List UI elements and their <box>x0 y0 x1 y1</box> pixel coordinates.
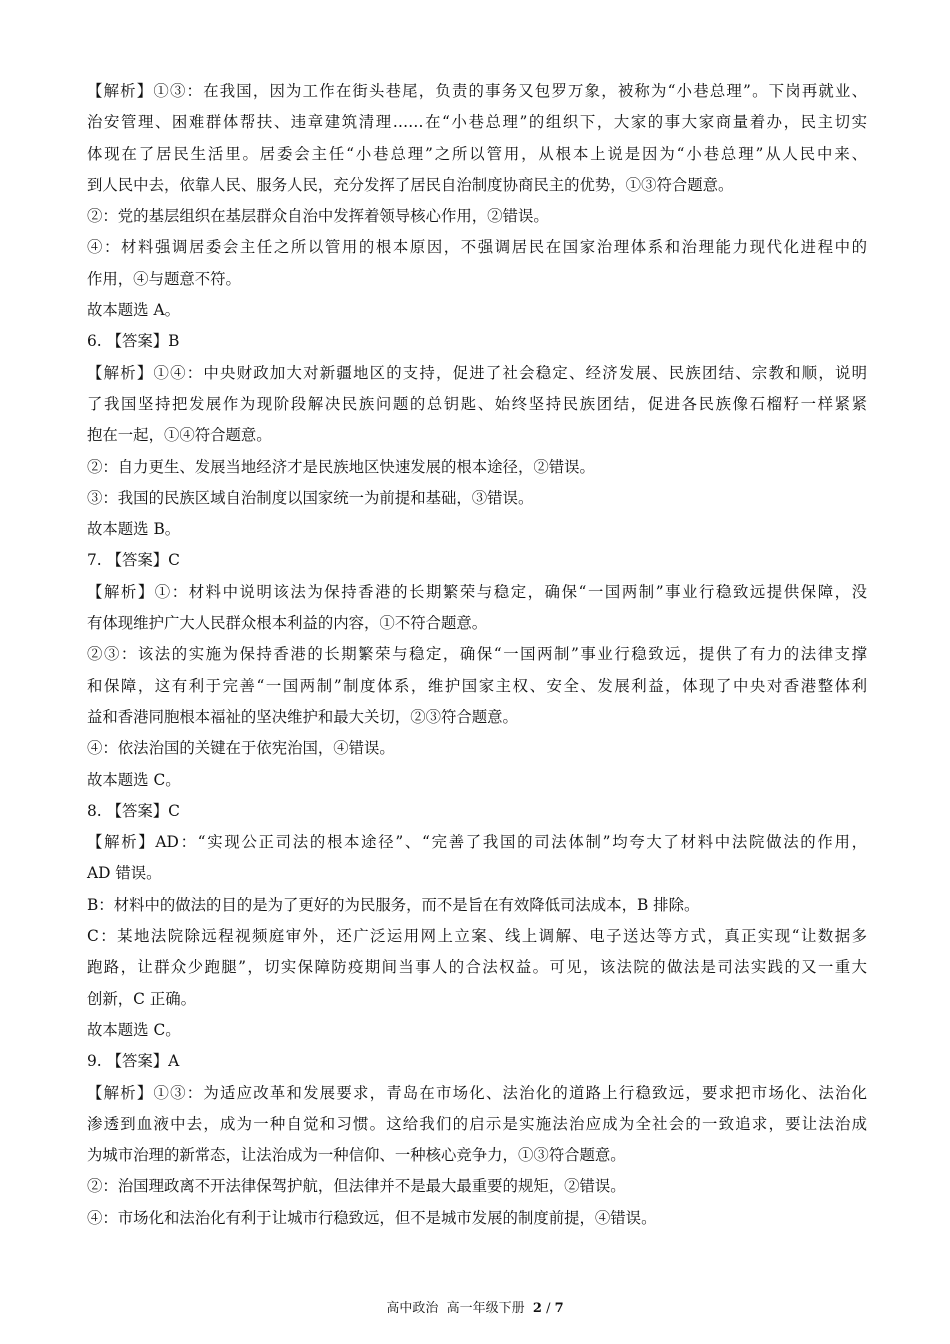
text-line: 到人民中去，依靠人民、服务人民，充分发挥了居民自治制度协商民主的优势，①③符合题意。 <box>87 175 734 194</box>
text-line: C：某地法院除远程视频庭审外，还广泛运用网上立案、线上调解、电子送达等方式，真正实现“让数据多 <box>87 927 867 946</box>
text-line: 创新，C 正确。 <box>87 989 197 1008</box>
text-line: 6. 【答案】B <box>87 332 180 351</box>
text-line: AD 错误。 <box>87 864 162 883</box>
text-line: 【解析】①③：为适应改革和发展要求，青岛在市场化、法治化的道路上行稳致远，要求把市场化、法治化 <box>87 1083 867 1102</box>
text-line: 了我国坚持把发展作为现阶段解决民族问题的总钥匙、始终坚持民族团结，促进各民族像石榴籽一样紧紧 <box>87 394 867 413</box>
text-line: B：材料中的做法的目的是为了更好的为民服务，而不是旨在有效降低司法成本，B 排除。 <box>87 895 700 914</box>
text-line: ②：自力更生、发展当地经济才是民族地区快速发展的根本途径，②错误。 <box>87 457 595 476</box>
text-line: 治安管理、困难群体帮扶、违章建筑清理……在“小巷总理”的组织下，大家的事大家商量着办，民主切实 <box>87 113 867 132</box>
text-line: 故本题选 B。 <box>87 520 181 539</box>
footer-subject: 高中政治 <box>386 1301 439 1316</box>
footer-page-total: 7 <box>554 1301 564 1316</box>
text-line: 益和香港同胞根本福祉的坚决维护和最大关切，②③符合题意。 <box>87 707 518 726</box>
footer-page-number: 2 <box>532 1301 542 1316</box>
text-line: 故本题选 A。 <box>87 301 180 320</box>
footer-separator: / <box>546 1301 551 1316</box>
text-line: ②：治国理政离不开法律保驾护航，但法律并不是最大最重要的规矩，②错误。 <box>87 1177 626 1196</box>
text-line: 体现在了居民生活里。居委会主任“小巷总理”之所以管用，从根本上说是因为“小巷总理”从人民中来、 <box>87 144 867 163</box>
text-line: 故本题选 C。 <box>87 1020 181 1039</box>
text-line: 8. 【答案】C <box>87 801 180 820</box>
text-line: 【解析】①：材料中说明该法为保持香港的长期繁荣与稳定，确保“一国两制”事业行稳致远提供保障，没 <box>87 582 867 601</box>
text-line: ④：依法治国的关键在于依宪治国，④错误。 <box>87 739 395 758</box>
text-line: 故本题选 C。 <box>87 770 181 789</box>
text-line: 抱在一起，①④符合题意。 <box>87 426 272 445</box>
text-line: ②：党的基层组织在基层群众自治中发挥着领导核心作用，②错误。 <box>87 207 549 226</box>
footer-grade: 高一年级下册 <box>446 1301 525 1316</box>
text-line: 【解析】①③：在我国，因为工作在街头巷尾，负责的事务又包罗万象，被称为“小巷总理”。下岗再就业、 <box>87 82 867 100</box>
text-line: 作用，④与题意不符。 <box>87 269 241 288</box>
text-line: 7. 【答案】C <box>87 551 180 570</box>
text-line: 【解析】AD：“实现公正司法的根本途径”、“完善了我国的司法体制”均夸大了材料中法院做法的作用， <box>87 833 867 852</box>
text-line: 和保障，这有利于完善“一国两制”制度体系，维护国家主权、安全、发展利益，体现了中央对香港整体利 <box>87 676 867 695</box>
text-line: 【解析】①④：中央财政加大对新疆地区的支持，促进了社会稳定、经济发展、民族团结、宗教和顺，说明 <box>87 363 867 382</box>
text-line: ④：材料强调居委会主任之所以管用的根本原因，不强调居民在国家治理体系和治理能力现代化进程中的 <box>87 238 867 257</box>
answer-analysis-body <box>87 76 867 1234</box>
text-line: 为城市治理的新常态，让法治成为一种信仰、一种核心竞争力，①③符合题意。 <box>87 1146 626 1165</box>
text-line: 跑路，让群众少跑腿”，切实保障防疫期间当事人的合法权益。可见，该法院的做法是司法实践的又一重大 <box>87 958 867 977</box>
text-line: ④：市场化和法治化有利于让城市行稳致远，但不是城市发展的制度前提，④错误。 <box>87 1208 657 1227</box>
page-footer <box>0 1297 950 1316</box>
text-line: ②③：该法的实施为保持香港的长期繁荣与稳定，确保“一国两制”事业行稳致远，提供了有力的法律支撑 <box>87 645 867 664</box>
text-line: 渗透到血液中去，成为一种自觉和习惯。这给我们的启示是实施法治应成为全社会的一致追求，要让法治成 <box>87 1114 867 1133</box>
text-line: ③：我国的民族区域自治制度以国家统一为前提和基础，③错误。 <box>87 488 534 507</box>
text-line: 9. 【答案】A <box>87 1052 180 1071</box>
text-line: 有体现维护广大人民群众根本利益的内容，①不符合题意。 <box>87 614 488 633</box>
